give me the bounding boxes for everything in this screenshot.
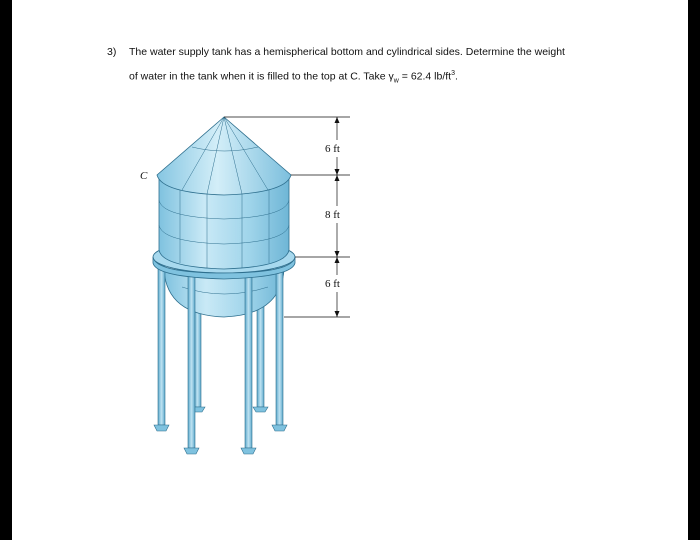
water-tank-figure — [112, 105, 372, 470]
document-page — [12, 0, 688, 540]
problem-text-line-1: The water supply tank has a hemispherical bottom and cylindrical sides. Determine the weight — [129, 46, 565, 58]
problem-statement — [107, 42, 667, 92]
specific-weight-value: = 62.4 lb/ft — [398, 70, 452, 83]
conical-roof — [157, 117, 291, 195]
problem-line-2 — [107, 63, 667, 92]
problem-number: 3) — [107, 46, 117, 58]
gamma-symbol: γ — [388, 70, 394, 83]
dimension-label-hemisphere: 6 ft — [325, 278, 340, 290]
gamma-subscript: w — [393, 77, 399, 85]
problem-text-line-2: of water in the tank when it is filled to the top at C. Take — [129, 70, 389, 83]
sentence-end: . — [455, 70, 458, 83]
dimension-label-cone: 6 ft — [325, 143, 340, 155]
unit-exponent: 3 — [451, 70, 456, 77]
water-tank-drawing — [112, 105, 372, 470]
point-c-label: C — [140, 170, 148, 182]
dimension-label-cylinder: 8 ft — [325, 209, 340, 221]
problem-line-1 — [107, 42, 667, 63]
